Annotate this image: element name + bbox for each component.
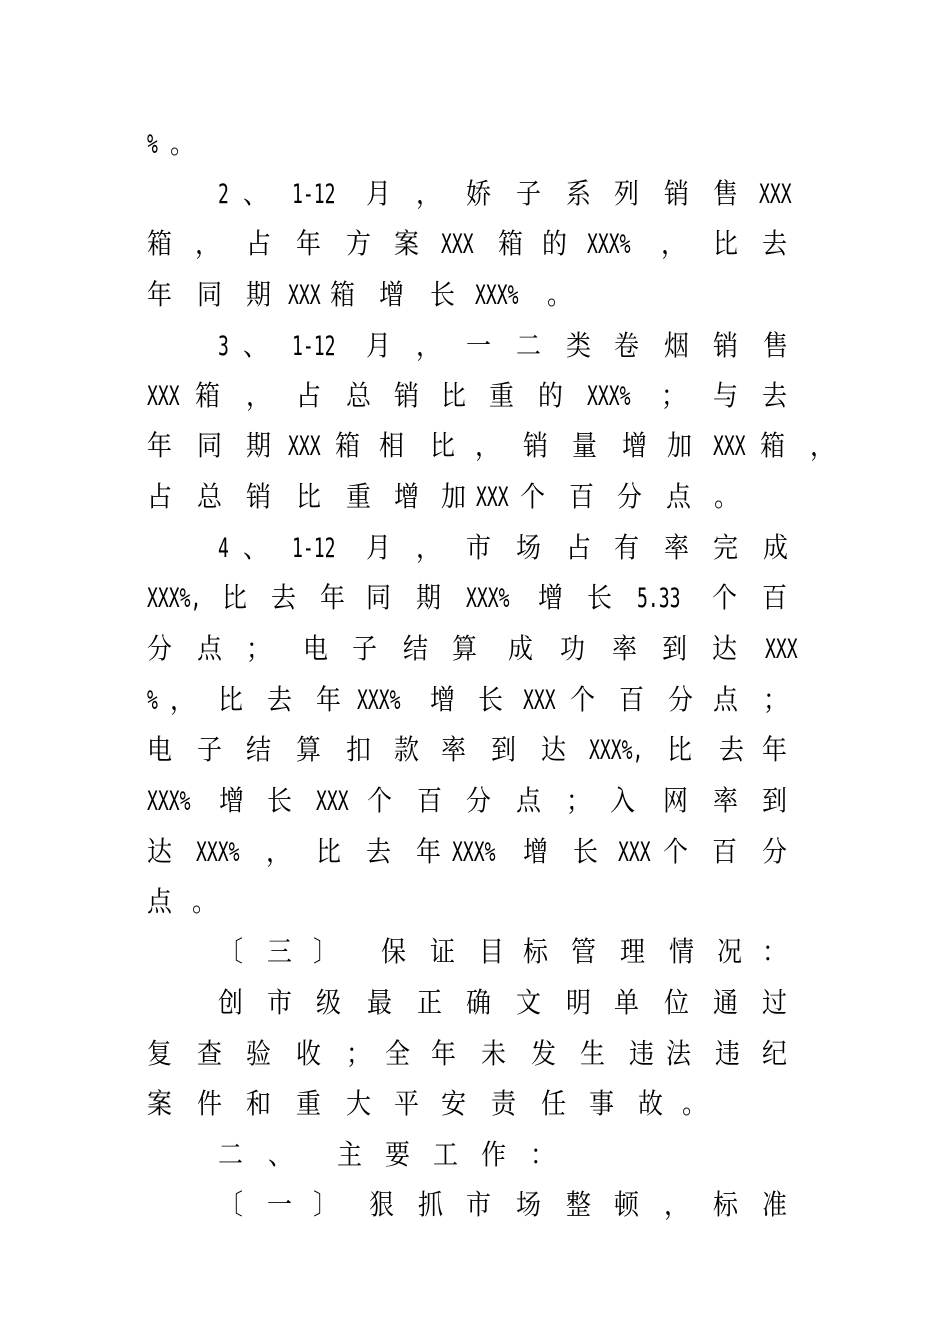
text-token: 箱 xyxy=(147,227,173,260)
body-text-line xyxy=(0,576,950,620)
text-token: 子 xyxy=(352,632,378,665)
text-token: 比 xyxy=(441,379,467,412)
text-token: ， xyxy=(416,531,442,564)
text-token: XXX% xyxy=(466,583,510,613)
text-token: 售 xyxy=(763,329,789,362)
text-token: 查 xyxy=(197,1037,223,1070)
text-token: 要 xyxy=(385,1138,411,1171)
text-token: XXX xyxy=(288,431,321,461)
body-text-line xyxy=(0,981,950,1025)
text-token: 电 xyxy=(303,632,329,665)
text-token: 单 xyxy=(614,986,640,1019)
text-token: 长 xyxy=(430,278,456,311)
text-token: 方 xyxy=(346,227,372,260)
text-token: 点 xyxy=(197,632,223,665)
text-token: 比 xyxy=(713,227,739,260)
text-token: ； xyxy=(246,632,272,665)
text-token: 完 xyxy=(713,531,739,564)
text-token: 比 xyxy=(218,683,244,716)
text-token: 个 xyxy=(367,784,393,817)
text-token: 率 xyxy=(612,632,638,665)
text-token: 2 xyxy=(218,179,229,209)
text-token: 算 xyxy=(296,733,322,766)
text-token: ： xyxy=(530,1138,556,1171)
chapter-heading-2 xyxy=(0,1133,950,1177)
text-token: ， xyxy=(416,329,442,362)
text-token: 顿 xyxy=(614,1188,640,1221)
text-token: ， xyxy=(246,379,272,412)
text-token: 标 xyxy=(713,1188,739,1221)
text-token: 〕 xyxy=(313,935,339,968)
text-token: 成 xyxy=(508,632,534,665)
text-token: 比 xyxy=(430,429,456,462)
body-text-line xyxy=(0,779,950,823)
text-token: 〔 xyxy=(218,1188,244,1221)
text-token: 个 xyxy=(520,480,546,513)
text-token: 分 xyxy=(147,632,173,665)
text-token: 增 xyxy=(379,278,405,311)
text-token: 年 xyxy=(431,1037,457,1070)
text-token: 管 xyxy=(571,935,597,968)
text-token: 事 xyxy=(589,1087,615,1120)
text-token: 、 xyxy=(243,531,269,564)
text-token: 案 xyxy=(147,1087,173,1120)
text-token: 率 xyxy=(664,531,690,564)
text-token: 列 xyxy=(614,177,640,210)
text-token: 1-12 xyxy=(292,533,336,563)
text-token: 长 xyxy=(587,581,613,614)
text-token: 发 xyxy=(531,1037,557,1070)
text-token: 率 xyxy=(713,784,739,817)
text-token: 场 xyxy=(516,531,542,564)
text-token: 月 xyxy=(366,177,392,210)
text-token: 比 xyxy=(667,733,693,766)
text-token: 、 xyxy=(243,329,269,362)
text-token: 工 xyxy=(433,1138,459,1171)
text-token: 结 xyxy=(403,632,429,665)
text-token: XXX xyxy=(288,280,321,310)
list-item-3-line xyxy=(0,324,950,368)
text-token: 去 xyxy=(719,733,745,766)
text-token: XXX xyxy=(441,229,474,259)
body-text-line xyxy=(0,424,950,468)
body-text-line xyxy=(0,627,950,671)
text-token: 增 xyxy=(523,835,549,868)
text-token: 年 xyxy=(316,683,342,716)
text-token: 占 xyxy=(566,531,592,564)
text-token: 期 xyxy=(246,278,272,311)
text-token: 点 xyxy=(516,784,542,817)
section-heading-3 xyxy=(0,930,950,974)
body-text-line xyxy=(0,475,950,519)
text-token: 比 xyxy=(222,581,248,614)
text-token: 和 xyxy=(246,1087,272,1120)
text-token: 子 xyxy=(516,177,542,210)
text-token: 过 xyxy=(762,986,788,1019)
text-token: 子 xyxy=(197,733,223,766)
text-token: 电 xyxy=(147,733,173,766)
text-token: XXX% xyxy=(452,837,496,867)
text-token: 5.33 xyxy=(637,583,681,613)
text-token: 情 xyxy=(669,935,695,968)
text-token: ： xyxy=(762,935,788,968)
text-token: 增 xyxy=(622,429,648,462)
text-token: 点 xyxy=(666,480,692,513)
text-token: 同 xyxy=(197,278,223,311)
text-token: 销 xyxy=(394,379,420,412)
text-token: ， xyxy=(661,227,687,260)
text-token: 箱 xyxy=(498,227,524,260)
text-token: 市 xyxy=(466,1188,492,1221)
text-token: 三 xyxy=(267,935,293,968)
text-token: 。 xyxy=(714,480,740,513)
text-token: 。 xyxy=(547,278,573,311)
text-token: 点 xyxy=(147,885,173,918)
text-token: 1-12 xyxy=(292,331,336,361)
text-token: 百 xyxy=(569,480,595,513)
text-token: 达 xyxy=(541,733,567,766)
body-text-line xyxy=(0,222,950,266)
text-token: 比 xyxy=(316,835,342,868)
text-token: 通 xyxy=(713,986,739,1019)
text-token: 功 xyxy=(560,632,586,665)
text-token: 分 xyxy=(466,784,492,817)
text-token: 增 xyxy=(430,683,456,716)
text-token: 。 xyxy=(192,885,218,918)
text-token: 主 xyxy=(337,1138,363,1171)
text-token: 年 xyxy=(416,835,442,868)
text-token: 全 xyxy=(385,1037,411,1070)
text-token: 重 xyxy=(346,480,372,513)
text-token: 年 xyxy=(320,581,346,614)
text-token: 箱 xyxy=(335,429,361,462)
text-token: 百 xyxy=(417,784,443,817)
text-token: 量 xyxy=(572,429,598,462)
text-token: 系 xyxy=(566,177,592,210)
text-token: 网 xyxy=(663,784,689,817)
body-text-line xyxy=(0,728,950,772)
text-token: 法 xyxy=(666,1037,692,1070)
text-token: 分 xyxy=(668,683,694,716)
text-token: 标 xyxy=(523,935,549,968)
text-token: 一 xyxy=(466,329,492,362)
text-token: XXX xyxy=(618,837,651,867)
text-token: 达 xyxy=(712,632,738,665)
text-token: 个 xyxy=(712,581,738,614)
text-token: 点 xyxy=(713,683,739,716)
text-token: XXX% xyxy=(587,381,631,411)
text-token: 保 xyxy=(381,935,407,968)
text-token: 增 xyxy=(538,581,564,614)
text-token: 未 xyxy=(481,1037,507,1070)
text-token: 市 xyxy=(267,986,293,1019)
text-token: 文 xyxy=(516,986,542,1019)
text-token: 百 xyxy=(762,581,788,614)
text-token: 违 xyxy=(629,1037,655,1070)
list-item-2-line xyxy=(0,172,950,216)
text-token: 准 xyxy=(762,1188,788,1221)
text-token: XXX xyxy=(147,381,180,411)
text-token: 的 xyxy=(538,379,564,412)
text-token: 生 xyxy=(580,1037,606,1070)
text-token: 个 xyxy=(663,835,689,868)
text-token: 同 xyxy=(366,581,392,614)
text-token: 〔 xyxy=(218,935,244,968)
text-token: 安 xyxy=(441,1087,467,1120)
text-token: 总 xyxy=(197,480,223,513)
text-token: 任 xyxy=(541,1087,567,1120)
text-token: 抓 xyxy=(418,1188,444,1221)
text-token: 增 xyxy=(219,784,245,817)
text-token: ； xyxy=(763,683,789,716)
text-token: 长 xyxy=(573,835,599,868)
text-token: XXX% xyxy=(147,786,191,816)
text-token: ， xyxy=(810,429,836,462)
text-token: XXX xyxy=(765,634,798,664)
text-token: 到 xyxy=(762,784,788,817)
text-token: 箱 xyxy=(195,379,221,412)
body-text-line xyxy=(0,273,950,317)
text-token: 目 xyxy=(479,935,505,968)
text-token: 加 xyxy=(441,480,467,513)
text-token: 箱 xyxy=(330,278,356,311)
text-token: XXX xyxy=(316,786,349,816)
text-token: ， xyxy=(266,835,292,868)
text-token: 的 xyxy=(542,227,568,260)
text-token: 位 xyxy=(664,986,690,1019)
body-text-line xyxy=(0,830,950,874)
text-token: XXX xyxy=(476,482,509,512)
text-token: 重 xyxy=(489,379,515,412)
text-token: 占 xyxy=(296,379,322,412)
text-token: 分 xyxy=(762,835,788,868)
text-token: 娇 xyxy=(466,177,492,210)
text-token: XXX% xyxy=(196,837,240,867)
text-token: 达 xyxy=(147,835,173,868)
text-token: ， xyxy=(416,177,442,210)
text-token: 款 xyxy=(394,733,420,766)
text-token: 期 xyxy=(246,429,272,462)
text-token: 况 xyxy=(717,935,743,968)
text-token: 去 xyxy=(762,227,788,260)
text-token: 同 xyxy=(197,429,223,462)
text-token: 、 xyxy=(268,1138,294,1171)
body-text-line xyxy=(0,880,950,924)
text-token: 验 xyxy=(246,1037,272,1070)
text-token: ； xyxy=(346,1037,372,1070)
text-token: 级 xyxy=(316,986,342,1019)
text-token: 占 xyxy=(246,227,272,260)
text-token: 创 xyxy=(218,986,244,1019)
text-token: 率 xyxy=(441,733,467,766)
body-text-line xyxy=(0,678,950,722)
body-text-line xyxy=(0,374,950,418)
text-token: ， xyxy=(170,683,196,716)
text-token: 一 xyxy=(267,1188,293,1221)
text-token: 分 xyxy=(617,480,643,513)
text-token: 卷 xyxy=(614,329,640,362)
text-token: 加 xyxy=(667,429,693,462)
text-token: 算 xyxy=(452,632,478,665)
text-token: 年 xyxy=(147,278,173,311)
text-token: 去 xyxy=(271,581,297,614)
text-token: XXX xyxy=(523,685,556,715)
text-token: ； xyxy=(661,379,687,412)
text-token: 二 xyxy=(218,1138,244,1171)
text-token: ， xyxy=(195,227,221,260)
text-token: 烟 xyxy=(664,329,690,362)
text-token: 复 xyxy=(147,1037,173,1070)
text-token: 确 xyxy=(466,986,492,1019)
text-token: 结 xyxy=(246,733,272,766)
text-token: 去 xyxy=(267,683,293,716)
text-token: 到 xyxy=(491,733,517,766)
body-text-line xyxy=(0,1082,950,1126)
text-token: 整 xyxy=(566,1188,592,1221)
text-token: 件 xyxy=(197,1087,223,1120)
text-token: 扣 xyxy=(346,733,372,766)
text-token: 与 xyxy=(713,379,739,412)
text-token: 比 xyxy=(296,480,322,513)
text-token: 销 xyxy=(523,429,549,462)
text-token: 类 xyxy=(566,329,592,362)
text-token: 3 xyxy=(218,331,229,361)
text-token: 最 xyxy=(367,986,393,1019)
text-token: 销 xyxy=(664,177,690,210)
text-token: 。 xyxy=(170,127,196,160)
text-token: 市 xyxy=(466,531,492,564)
text-token: ； xyxy=(566,784,592,817)
text-token: 月 xyxy=(366,329,392,362)
text-token: % xyxy=(147,685,158,715)
text-token: 入 xyxy=(610,784,636,817)
text-token: 期 xyxy=(416,581,442,614)
text-token: 去 xyxy=(762,379,788,412)
text-token: XXX xyxy=(713,431,746,461)
text-token: 到 xyxy=(662,632,688,665)
text-token: XXX% xyxy=(475,280,519,310)
section-heading-1 xyxy=(0,1183,950,1227)
text-token: 证 xyxy=(430,935,456,968)
text-token: 狠 xyxy=(369,1188,395,1221)
text-token: 场 xyxy=(516,1188,542,1221)
text-token: 、 xyxy=(243,177,269,210)
text-token: 理 xyxy=(620,935,646,968)
text-token: XXX%, xyxy=(147,583,202,613)
list-item-4-line xyxy=(0,526,950,570)
text-token: 平 xyxy=(394,1087,420,1120)
text-token: % xyxy=(147,129,158,159)
text-token: XXX%, xyxy=(589,735,644,765)
text-token: 长 xyxy=(478,683,504,716)
text-token: ， xyxy=(475,429,501,462)
text-token: 正 xyxy=(417,986,443,1019)
text-token: 有 xyxy=(614,531,640,564)
text-token: 大 xyxy=(346,1087,372,1120)
text-token: 。 xyxy=(682,1087,708,1120)
text-token: 相 xyxy=(379,429,405,462)
text-token: XXX xyxy=(759,179,792,209)
text-token: 收 xyxy=(296,1037,322,1070)
body-text-line xyxy=(0,1032,950,1076)
text-token: 总 xyxy=(346,379,372,412)
text-token: 去 xyxy=(366,835,392,868)
text-token: 销 xyxy=(713,329,739,362)
text-token: 故 xyxy=(638,1087,664,1120)
text-token: 占 xyxy=(147,480,173,513)
text-token: 年 xyxy=(147,429,173,462)
text-token: 售 xyxy=(713,177,739,210)
body-text-line xyxy=(0,122,950,166)
text-token: 违 xyxy=(715,1037,741,1070)
text-token: 月 xyxy=(366,531,392,564)
text-token: 1-12 xyxy=(292,179,336,209)
text-token: 年 xyxy=(296,227,322,260)
text-token: 〕 xyxy=(313,1188,339,1221)
text-token: 作 xyxy=(481,1138,507,1171)
text-token: XXX% xyxy=(357,685,401,715)
text-token: 个 xyxy=(570,683,596,716)
text-token: XXX% xyxy=(587,229,631,259)
text-token: 明 xyxy=(566,986,592,1019)
text-token: 百 xyxy=(712,835,738,868)
text-token: 成 xyxy=(763,531,789,564)
text-token: 4 xyxy=(218,533,229,563)
text-token: 箱 xyxy=(760,429,786,462)
text-token: 案 xyxy=(394,227,420,260)
text-token: 销 xyxy=(246,480,272,513)
text-token: 重 xyxy=(296,1087,322,1120)
text-token: 责 xyxy=(491,1087,517,1120)
text-token: 长 xyxy=(267,784,293,817)
text-token: 百 xyxy=(619,683,645,716)
text-token: 纪 xyxy=(762,1037,788,1070)
text-token: 二 xyxy=(516,329,542,362)
text-token: 增 xyxy=(394,480,420,513)
text-token: 年 xyxy=(762,733,788,766)
text-token: ， xyxy=(664,1188,690,1221)
